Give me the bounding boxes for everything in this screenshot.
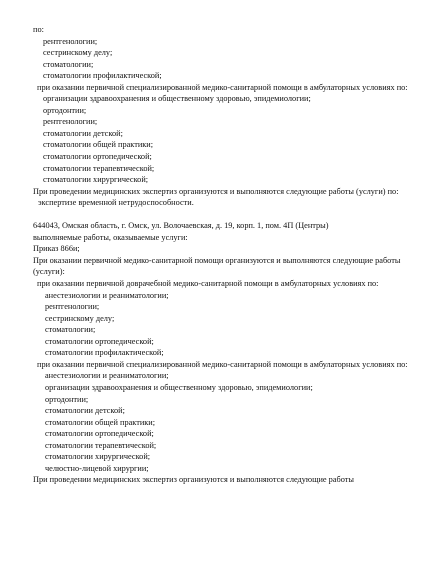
list-item: анестезиологии и реаниматологии; (45, 290, 169, 300)
list-item: стоматологии; (45, 325, 96, 335)
specialized-care-header: при оказании первичной специализированной медико-санитарной помощи в амбулаторных условиях по: (37, 82, 408, 92)
list-item: организации здравоохранения и общественному здоровью, эпидемиологии; (43, 94, 311, 104)
list-item: сестринскому делу; (43, 48, 113, 58)
works-label: выполняемые работы, оказываемые услуги: (33, 232, 188, 242)
list-item: стоматологии хирургической; (43, 175, 149, 185)
primary-care-header: При оказании первичной медико-санитарной помощи организуются и выполняются следующие работы (услуги): (33, 255, 401, 277)
list-item: стоматологии ортопедической; (45, 336, 154, 346)
list-item: стоматологии профилактической; (45, 348, 164, 358)
list-item: анестезиологии и реаниматологии; (45, 371, 169, 381)
list-item: ортодонтии; (45, 394, 89, 404)
list-item: рентгенологии; (43, 117, 98, 127)
list-item: стоматологии; (43, 59, 94, 69)
list-item: стоматологии терапевтической; (45, 440, 157, 450)
list-item: организации здравоохранения и общественному здоровью, эпидемиологии; (45, 382, 313, 392)
list-item: экспертизе временной нетрудоспособности. (38, 198, 194, 208)
list-item: рентгенологии; (43, 36, 98, 46)
order-line: Приказ 866и; (33, 244, 80, 254)
list-item: стоматологии терапевтической; (43, 163, 155, 173)
expertise-header: При проведении медицинских экспертиз организуются и выполняются следующие работы (33, 475, 354, 485)
list-item: сестринскому делу; (45, 313, 115, 323)
expertise-header: При проведении медицинских экспертиз организуются и выполняются следующие работы (услуги) по: (33, 186, 399, 196)
list-item: ортодонтии; (43, 105, 87, 115)
list-item: стоматологии детской; (43, 128, 123, 138)
paragraph-gap (33, 209, 408, 221)
list-item: стоматологии общей практики; (43, 140, 154, 150)
list-item: стоматологии ортопедической; (43, 152, 152, 162)
list-item: челюстно-лицевой хирургии; (45, 463, 149, 473)
list-item: стоматологии ортопедической; (45, 429, 154, 439)
list-item: стоматологии общей практики; (45, 417, 156, 427)
predoctor-care-header: при оказании первичной доврачебной медико-санитарной помощи в амбулаторных условиях по: (37, 279, 379, 289)
list-item: стоматологии профилактической; (43, 71, 162, 81)
list-item: рентгенологии; (45, 302, 100, 312)
list-item: стоматологии детской; (45, 406, 125, 416)
list-item: стоматологии хирургической; (45, 452, 151, 462)
specialized-care-header: при оказании первичной специализированной медико-санитарной помощи в амбулаторных условиях по: (37, 359, 408, 369)
intro-tail: по: (33, 25, 44, 34)
address-line: 644043, Омская область, г. Омск, ул. Волочаевская, д. 19, корп. 1, пом. 4П (Центры) (33, 221, 329, 231)
document-page (33, 24, 408, 486)
